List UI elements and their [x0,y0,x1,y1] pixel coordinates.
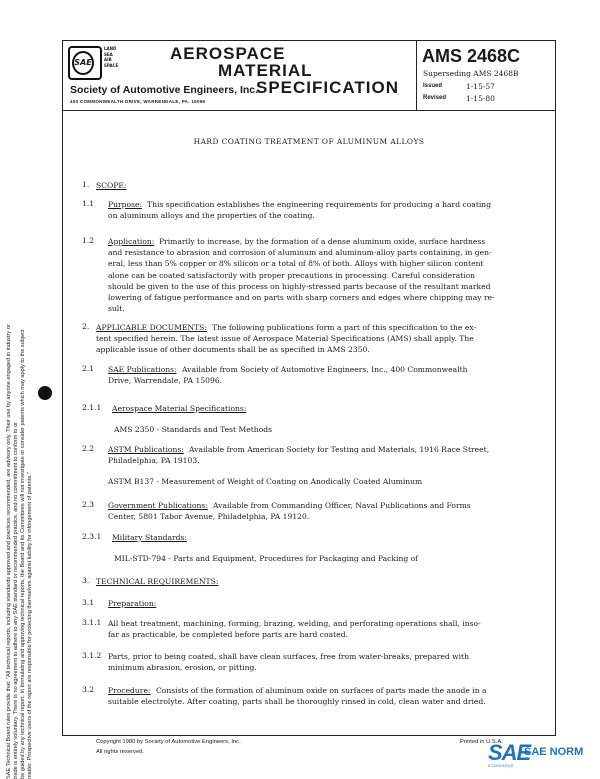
section-number: 2.2 [82,444,95,453]
header-vertical-divider [416,40,417,110]
section-text-line: eral, less than 5% copper or 8% silicon or a total of 8% of both. Alloys with higher silicon content [108,259,484,269]
rights-reserved: All rights reserved. [96,749,145,755]
section-heading: Procedure: [108,686,151,695]
section-text-line: This specification establishes the engineering requirements for producing a hard coating [147,200,492,209]
section-text-line: Center, 5801 Tabor Avenue, Philadelphia, PA 19120. [108,512,310,522]
watermark-logo: SAE [488,740,531,765]
section-heading: TECHNICAL REQUIREMENTS: [96,577,219,586]
section-text-line: and resistance to abrasion and corrosion of aluminum and aluminum-alloy parts containing, in gen- [108,248,492,258]
section-heading: Military Standards: [112,533,187,542]
superseding: Superseding AMS 2468B [423,69,519,78]
section-heading: APPLICABLE DOCUMENTS: [96,323,207,332]
section-text-line: tent specified herein. The latest issue of Aerospace Material Specifications (AMS) shall apply. The [96,334,474,344]
section-number: 2.1 [82,364,95,373]
section-text-line: Available from Society of Automotive Engineers, Inc., 400 Commonwealth [182,365,468,374]
section-heading: Preparation: [108,599,157,608]
section-text-line: Philadelphia, PA 19103. [108,456,200,466]
watermark-name: SAE NORM [524,746,584,758]
revised-date: 1-15-80 [466,94,495,103]
society-address: 400 COMMONWEALTH DRIVE, WARRENDALE, PA. 15096 [70,99,206,104]
section-text-line: All heat treatment, machining, forming, brazing, welding, and perforating operations shall, inso- [108,619,481,628]
title-aerospace: AEROSPACE [170,44,286,63]
section-text-line: Available from American Society for Testing and Materials, 1916 Race Street, [189,445,490,454]
section-heading: SAE Publications: [108,365,177,374]
section-text-line: lowering of fatigue performance and on parts with sharp corners and edges where chipping may re- [108,293,495,302]
section-text-line: Parts, prior to being coated, shall have clean surfaces, free from water-breaks, prepared with [108,652,469,661]
section-text-line: The following publications form a part of this specification to the ex- [212,323,477,332]
section-text-line: far as practicable, be completed before parts are hard coated. [108,630,348,640]
title-material: MATERIAL [218,61,313,80]
section-number: 3.1.1 [82,618,102,627]
section-text-line: applicable issue of other documents shall be as specified in AMS 2350. [96,345,370,355]
issued-date: 1-15-57 [466,82,495,91]
section-heading: Government Publications: [108,501,208,510]
section-number: 2.3 [82,500,95,509]
section-text-line: ASTM B137 - Measurement of Weight of Coating on Anodically Coated Aluminum [108,477,423,486]
section-number: 2.3.1 [82,532,102,541]
section-text-line: Available from Commanding Officer, Naval Publications and Forms [213,501,471,510]
revised-label: Revised [423,95,447,101]
issued-label: Issued [423,83,443,89]
sae-logo-mark: SAE [72,51,94,75]
section-number: 1.1 [82,199,95,208]
section-text-line: should be given to the use of this process on highly-stressed parts because of the resultant marked [108,281,491,291]
section-number: 2.1.1 [82,403,102,412]
section-number: 3.2 [82,685,95,694]
title-specification: SPECIFICATION [256,78,400,97]
section-text-line: Primarily to increase, by the formation of a dense aluminum oxide, surface hardness [159,237,486,246]
section-text-line: Drive, Warrendale, PA 15096. [108,376,223,386]
section-heading: Purpose: [108,200,143,209]
section-number: 3. [82,576,90,585]
section-text-line: suitable electrolyte. After coating, parts shall be thoroughly rinsed in cold, clean water and dried. [108,697,486,707]
section-text-line: Consists of the formation of aluminum oxide on surfaces of parts made the anode in a [156,686,487,695]
section-number: 1. [82,180,90,189]
section-text-line: minimum abrasion, erosion, or pitting. [108,663,257,673]
printed-in: Printed in U.S.A. [460,739,503,745]
sae-logo [68,46,102,80]
section-number: 3.1 [82,598,95,607]
section-text-line: AMS 2350 - Standards and Test Methods [114,425,273,434]
watermark-sub: STANDARDS [488,764,514,768]
section-text-line: alone can be coated satisfactorily with proper precautions in processing. Careful consideration [108,270,476,280]
section-number: 1.2 [82,236,95,245]
copyright: Copyright 1980 by Society of Automotive Engineers, Inc. [96,739,241,745]
section-text-line: on aluminum alloys and the properties of the coating. [108,211,315,221]
section-number: 2. [82,322,90,331]
section-heading: SCOPE: [96,181,127,190]
ams-number: AMS 2468C [422,46,521,66]
document-title: HARD COATING TREATMENT OF ALUMINUM ALLOYS [193,137,425,146]
header-divider [62,110,556,111]
sidebar-disclaimer: SAE Technical Board rules provide that: "All technical reports, including standards approved and practices recommended, are advisory only. Their use by anyone engaged in industry or trade is entirely voluntary. There is no agreement to adhere to any SAE standard or recommended practice, and no commitment to conform to or be guided by any technical report. In formulating and approving technical reports, the Board and its Committees will not investigate or consider patents which may apply to the subject matter. Prospective users of the report are responsible for protecting themselves against liability for infringement of patents." [6,324,33,779]
section-heading: ASTM Publications: [108,445,184,454]
society-name: Society of Automotive Engineers, Inc. [70,84,259,96]
section-text-line: MIL-STD-794 - Parts and Equipment, Procedures for Packaging and Packing of [114,554,418,563]
punch-hole [38,386,52,400]
section-heading: Application: [108,237,155,246]
logo-caption: LAND SEA AIR SPACE [104,46,119,68]
section-heading: Aerospace Material Specifications: [112,404,247,413]
section-text-line: sult. [108,304,125,314]
section-number: 3.1.2 [82,651,102,660]
